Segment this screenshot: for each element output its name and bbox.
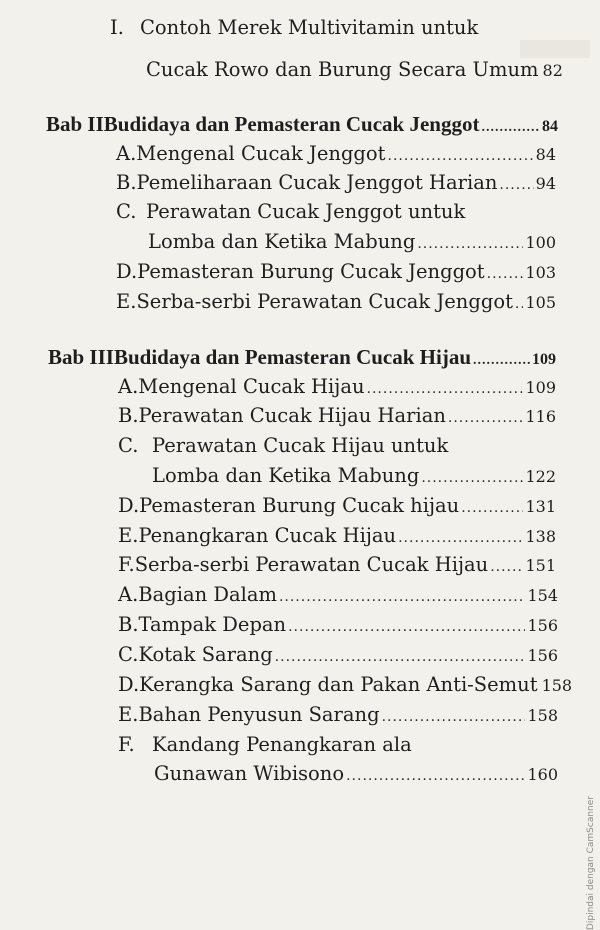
entry-title: Kandang Penangkaran ala bbox=[152, 733, 412, 756]
entry-title: Pemasteran Burung Cucak hijau bbox=[139, 494, 460, 517]
entry-page: 158 bbox=[527, 706, 558, 725]
entry-title: Mengenal Cucak Jenggot bbox=[136, 142, 386, 165]
entry-number: F. bbox=[118, 553, 135, 576]
toc-entry bbox=[118, 375, 556, 401]
leader-dots bbox=[398, 526, 523, 550]
entry-number: B. bbox=[118, 613, 139, 636]
toc-entry bbox=[146, 58, 563, 84]
toc-entry bbox=[118, 733, 558, 757]
leader-dots bbox=[279, 585, 526, 609]
entry-number: C. bbox=[118, 643, 139, 666]
entry-page: 151 bbox=[525, 556, 556, 575]
leader-dots bbox=[461, 496, 523, 520]
entry-number: D. bbox=[116, 260, 138, 283]
entry-title: Penangkaran Cucak Hijau bbox=[138, 524, 397, 547]
toc-entry bbox=[116, 142, 556, 168]
toc-entry bbox=[118, 583, 558, 609]
toc-entry bbox=[118, 553, 556, 579]
entry-title: Tampak Depan bbox=[138, 613, 287, 636]
chapter-number: Bab II bbox=[46, 112, 104, 136]
entry-title: Cucak Rowo dan Burung Secara Umum bbox=[146, 58, 539, 81]
entry-number: A. bbox=[116, 142, 137, 165]
entry-number: D. bbox=[118, 494, 140, 517]
toc-entry bbox=[110, 16, 560, 40]
entry-page: 105 bbox=[525, 293, 556, 312]
entry-title: Pemasteran Burung Cucak Jenggot bbox=[137, 260, 485, 283]
toc-entry bbox=[118, 494, 556, 520]
toc-entry bbox=[148, 230, 556, 256]
leader-dots bbox=[421, 466, 523, 490]
entry-page: 156 bbox=[527, 616, 558, 635]
entry-title: Serba-serbi Perawatan Cucak Hijau bbox=[134, 553, 489, 576]
entry-title: Perawatan Cucak Hijau Harian bbox=[138, 404, 446, 427]
entry-title: Kerangka Sarang dan Pakan Anti-Semut bbox=[139, 673, 538, 696]
entry-page: 84 bbox=[542, 118, 558, 135]
entry-page: 122 bbox=[525, 467, 556, 486]
leader-dots bbox=[417, 232, 523, 256]
entry-number: C. bbox=[118, 434, 139, 457]
entry-title: Perawatan Cucak Jenggot untuk bbox=[146, 200, 466, 223]
entry-page: 84 bbox=[535, 145, 556, 164]
toc-entry bbox=[118, 613, 558, 639]
toc-entry bbox=[118, 703, 558, 729]
toc-entry bbox=[152, 464, 556, 490]
leader-dots bbox=[448, 406, 524, 430]
entry-number: A. bbox=[118, 583, 139, 606]
entry-number: E. bbox=[116, 290, 137, 313]
toc-entry bbox=[116, 200, 556, 224]
entry-page: 82 bbox=[542, 61, 563, 80]
scanner-watermark: Dipindai dengan CamScanner bbox=[586, 796, 596, 930]
entry-page: 116 bbox=[525, 407, 556, 426]
toc-entry bbox=[154, 762, 558, 788]
entry-title: Kotak Sarang bbox=[138, 643, 273, 666]
chapter-title: Budidaya dan Pemasteran Cucak Hijau bbox=[113, 345, 472, 369]
entry-title: Lomba dan Ketika Mabung bbox=[152, 464, 420, 487]
toc-entry bbox=[116, 171, 556, 197]
toc-chapter bbox=[46, 112, 558, 140]
leader-dots bbox=[473, 349, 530, 373]
leader-dots bbox=[382, 705, 526, 729]
entry-title: Gunawan Wibisono bbox=[154, 762, 345, 785]
leader-dots bbox=[288, 615, 525, 639]
toc-entry bbox=[116, 290, 556, 316]
entry-page: 156 bbox=[527, 646, 558, 665]
toc-entry bbox=[118, 673, 573, 699]
entry-title: Bahan Penyusun Sarang bbox=[138, 703, 380, 726]
leader-dots bbox=[388, 144, 534, 168]
entry-page: 131 bbox=[525, 497, 556, 516]
leader-dots bbox=[346, 764, 525, 788]
toc-entry bbox=[118, 404, 556, 430]
entry-title: Lomba dan Ketika Mabung bbox=[148, 230, 416, 253]
entry-number: C. bbox=[116, 200, 137, 223]
toc-entry bbox=[118, 643, 558, 669]
toc-chapter bbox=[48, 345, 556, 373]
entry-number: B. bbox=[118, 404, 139, 427]
entry-title: Contoh Merek Multivitamin untuk bbox=[140, 16, 479, 39]
chapter-number: Bab III bbox=[48, 345, 114, 369]
entry-title: Pemeliharaan Cucak Jenggot Harian bbox=[136, 171, 498, 194]
entry-number: E. bbox=[118, 524, 139, 547]
entry-number: B. bbox=[116, 171, 137, 194]
bleed-through-mark bbox=[520, 40, 590, 58]
entry-page: 154 bbox=[527, 586, 558, 605]
entry-page: 158 bbox=[541, 676, 573, 695]
entry-page: 160 bbox=[527, 765, 558, 784]
entry-page: 109 bbox=[532, 351, 556, 368]
leader-dots bbox=[499, 173, 533, 197]
leader-dots bbox=[481, 116, 540, 140]
entry-number: D. bbox=[118, 673, 140, 696]
entry-title: Mengenal Cucak Hijau bbox=[138, 375, 365, 398]
toc-entry bbox=[118, 434, 556, 458]
leader-dots bbox=[515, 292, 524, 316]
entry-title: Serba-serbi Perawatan Cucak Jenggot bbox=[136, 290, 513, 313]
entry-number: I. bbox=[110, 16, 124, 39]
entry-number: F. bbox=[118, 733, 135, 756]
leader-dots bbox=[490, 555, 523, 579]
chapter-title: Budidaya dan Pemasteran Cucak Jenggot bbox=[103, 112, 480, 136]
entry-page: 109 bbox=[525, 378, 556, 397]
entry-page: 138 bbox=[525, 527, 556, 546]
entry-page: 94 bbox=[535, 174, 556, 193]
entry-page: 100 bbox=[525, 233, 556, 252]
leader-dots bbox=[367, 377, 524, 401]
entry-title: Bagian Dalam bbox=[138, 583, 277, 606]
leader-dots bbox=[275, 645, 526, 669]
leader-dots bbox=[487, 262, 524, 286]
entry-number: A. bbox=[118, 375, 139, 398]
entry-number: E. bbox=[118, 703, 139, 726]
entry-title: Perawatan Cucak Hijau untuk bbox=[152, 434, 449, 457]
toc-entry bbox=[118, 524, 556, 550]
toc-entry bbox=[116, 260, 556, 286]
entry-page: 103 bbox=[525, 263, 556, 282]
